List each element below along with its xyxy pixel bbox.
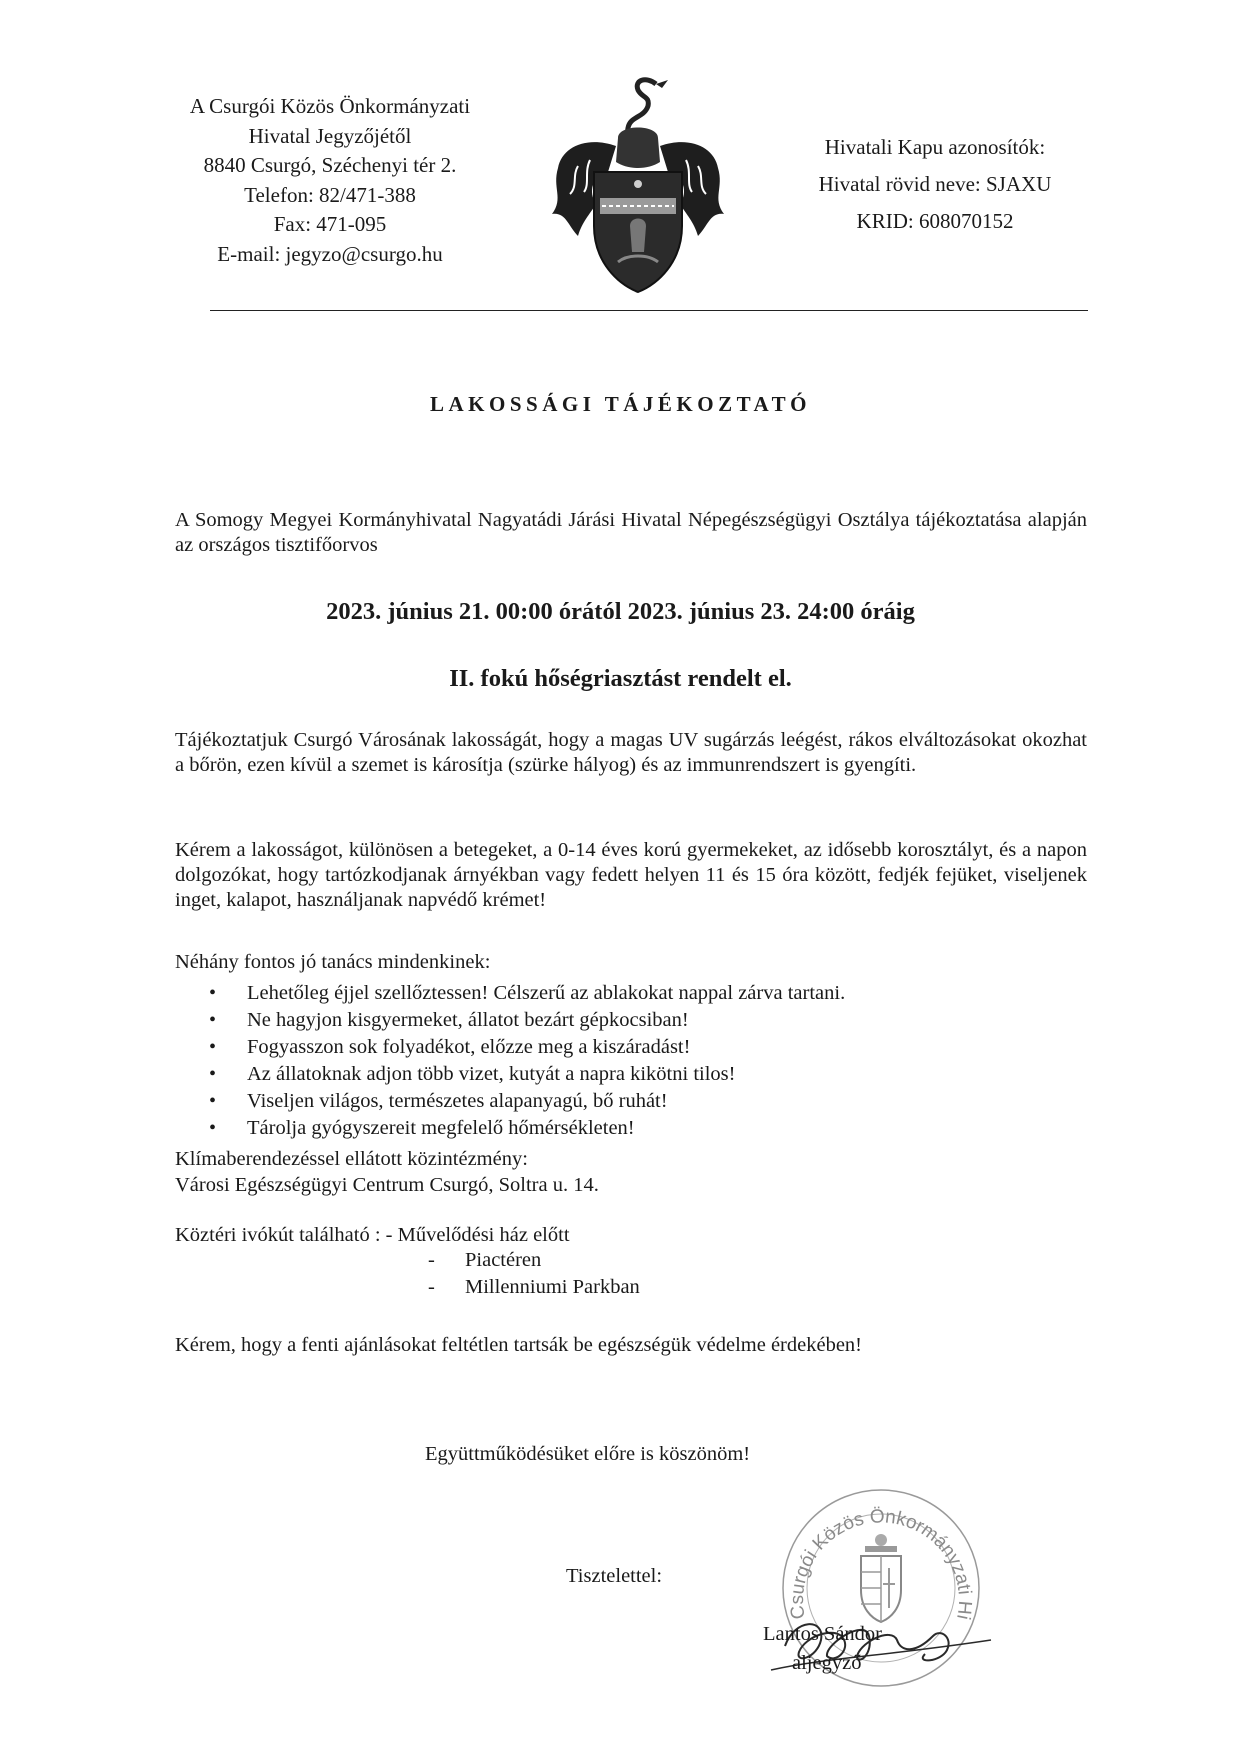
- fountains-label: Köztéri ivókút található : - Művelődési ház előtt: [175, 1224, 570, 1246]
- sender-block: [140, 92, 520, 269]
- sender-line-fax: Fax: 471-095: [273, 212, 387, 236]
- fountain-dash: -: [428, 1276, 435, 1298]
- signer-role: aljegyző: [792, 1652, 862, 1674]
- coat-of-arms-icon: [538, 76, 738, 298]
- cooling-place: Városi Egészségügyi Centrum Csurgó, Soltra u. 14.: [175, 1174, 599, 1196]
- alert-level: II. fokú hőségriasztást rendelt el.: [449, 665, 792, 692]
- list-item: • Lehetőleg éjjel szellőztessen! Célszerű az ablakokat nappal zárva tartani.: [175, 980, 1075, 1007]
- list-item: • Az állatoknak adjon több vizet, kutyát a napra kikötni tilos!: [175, 1061, 1075, 1088]
- kapu-heading: Hivatali Kapu azonosítók:: [824, 135, 1046, 159]
- closing-request: Kérem, hogy a fenti ajánlásokat feltétlen tartsák be egészségük védelme érdekében!: [175, 1334, 863, 1356]
- kapu-block: [770, 129, 1100, 240]
- sender-line-phone: Telefon: 82/471-388: [244, 182, 416, 207]
- cooling-label: Klímaberendezéssel ellátott közintézmény:: [175, 1148, 528, 1170]
- fountain-dash: -: [428, 1249, 435, 1271]
- regards-line: Tisztelettel:: [566, 1565, 663, 1587]
- sender-line-notary: Hivatal Jegyzőjétől: [248, 123, 412, 148]
- fountain-item-park: Millenniumi Parkban: [465, 1276, 640, 1298]
- sender-line-email: E-mail: jegyzo@csurgo.hu: [217, 241, 443, 266]
- fountain-item-market: Piactéren: [465, 1249, 542, 1271]
- header-divider: [210, 310, 1088, 311]
- sender-line-office: A Csurgói Közös Önkormányzati: [189, 94, 471, 118]
- tips-list: [175, 980, 1075, 1142]
- signer-name: Lantos Sándor: [763, 1623, 882, 1645]
- kapu-krid: KRID: 608070152: [856, 209, 1014, 233]
- kapu-short-name: Hivatal rövid neve: SJAXU: [818, 172, 1052, 196]
- list-item: • Fogyasszon sok folyadékot, előzze meg a kiszáradást!: [175, 1034, 1075, 1061]
- alert-period: 2023. június 21. 00:00 órától 2023. június 23. 24:00 óráig: [326, 598, 915, 625]
- sender-line-address: 8840 Csurgó, Széchenyi tér 2.: [203, 153, 457, 177]
- uv-paragraph: Tájékoztatjuk Csurgó Városának lakosságát, hogy a magas UV sugárzás leégést, rákos elváltozásokat okozhat a bőrön, ezen kívül a szemet is károsítja (szürke hályog) és az immunrendszert is gyengíti.: [175, 729, 1087, 776]
- list-item: • Ne hagyjon kisgyermeket, állatot bezárt gépkocsiban!: [175, 1007, 1075, 1034]
- tips-heading: Néhány fontos jó tanács mindenkinek:: [175, 951, 491, 973]
- request-paragraph: Kérem a lakosságot, különösen a betegeket, a 0-14 éves korú gyermekeket, az idősebb korosztályt, és a napon dolgozókat, hogy tartózkodjanak árnyékban vagy fedett helyen 11 és 15 óra között, fedjék fejüket, viseljenek inget, kalapot, használjanak napvédő krémet!: [175, 839, 1087, 911]
- stamp-text: Csurgói Közös Önkormányzati Hi: [786, 1506, 976, 1622]
- list-item: • Viseljen világos, természetes alapanyagú, bő ruhát!: [175, 1088, 1075, 1115]
- list-item: • Tárolja gyógyszereit megfelelő hőmérsékleten!: [175, 1115, 1075, 1142]
- intro-paragraph: A Somogy Megyei Kormányhivatal Nagyatádi Járási Hivatal Népegészségügyi Osztálya tájékoztatása alapján az országos tisztifőorvos: [175, 509, 1087, 556]
- thanks-line: Együttműködésüket előre is köszönöm!: [425, 1443, 751, 1465]
- document-title: LAKOSSÁGI TÁJÉKOZTATÓ: [430, 392, 811, 416]
